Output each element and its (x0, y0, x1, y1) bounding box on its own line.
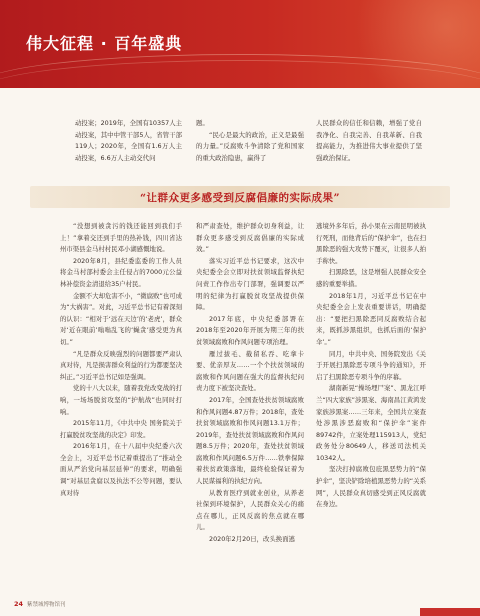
paragraph: “没想到被贪污的钱还能回到我们手上！”拿着交还到手里的热补钱，四川省达州市渠县金马村村民邓小湖感慨地说。 (60, 222, 182, 254)
paragraph: 2015年11月，《中共中央 国务院关于打赢脱贫攻坚战的决定》印发。 (60, 419, 182, 439)
journal-name: 紫禁城博物馆刊 (27, 602, 66, 608)
banner-title: 伟大征程 · 百年盛典 (26, 34, 183, 53)
paragraph: “民心是最大的政治，正义是最强的力量。”反腐败斗争清除了党和国家的重大政治隐患，赢得了 (196, 130, 304, 162)
paragraph: 2020年2月20日，改头换面逃 (209, 535, 295, 544)
paragraph: “凡是群众反映强烈的问题都要严肃认真对待，凡是损害群众利益的行为都要坚决纠正。”习近平总书记如是强调。 (60, 349, 182, 381)
paragraph: 从教育医疗到就业创业，从养老社保到环境保护，人民群众关心的痛点在哪儿，正风反腐的焦点就在哪儿。 (196, 488, 304, 532)
body-column-2 (196, 221, 304, 546)
page-banner (0, 0, 480, 88)
paragraph: 2018年1月，习近平总书记在中央纪委全会上发表重要讲话，明确提出：“要把扫黑除恶同反腐败结合起来，既抓涉黑组织，也抓后面的‘保护伞’。” (316, 291, 426, 346)
paragraph: 同月，中共中央、国务院发出《关于开展扫黑除恶专项斗争的通知》，开启了扫黑除恶专项斗争的序幕。 (316, 349, 426, 381)
paragraph: 和严肃查处，维护群众切身利益，让群众更多感受到反腐倡廉的实际成效。” (196, 222, 304, 254)
paragraph: 2017年，全国查处扶贫领域腐败和作风问题4.87万件；2018年，查处扶贫领域腐败和作风问题13.1万件；2019年，查处扶贫领域腐败和作风问题8.5万件；2020年，查处扶贫领域腐败和作风问题6.5万件……铁拳保障着扶贫政策落地，最终检验保证着为人民谋福利的执纪方向。 (196, 395, 304, 486)
top-column-3 (316, 118, 422, 164)
paragraph: 扫黑除恶，这是增强人民群众安全感的重要举措。 (316, 268, 426, 288)
paragraph: 动投案；2019年，全国有10357人主动投案，其中中管干部5人，省管干部119人；2020年，全国有1.6万人主动投案，6.6万人主动交代问 (75, 119, 182, 162)
paragraph: 金额不大却危害不小，“微腐败”也可成为“大祸害”。对此，习近平总书记有着深刻的认识：“相对于‘远在天边’的‘老虎’，群众对‘近在眼前’嗡嗡乱飞的‘蝇贪’感受更为真切。” (60, 291, 182, 346)
top-column-1 (75, 118, 182, 164)
paragraph: 雁过拔毛、截留私吞、吃拿卡要、优亲厚友……一个个扶贫领域的腐败和作风问题在强大的监督执纪问责力度下被坚决查处。 (196, 349, 304, 393)
paragraph: 题。 (196, 119, 209, 127)
paragraph: 2017年底，中央纪委部署在2018年至2020年开展为期三年的扶贫领域腐败和作风问题专项治理。 (196, 314, 304, 346)
corner-accent (420, 608, 480, 616)
paragraph: 落实习近平总书记要求，这次中央纪委全会立即对扶贫领域监督执纪问责工作作出专门部署，强调要以严明的纪律为打赢脱贫攻坚战提供保障。 (196, 256, 304, 312)
paragraph: 2020年8月，县纪委监委的工作人员将金马村部村委会主任侵占的7000元公益林补偿资金清退给35户村民。 (60, 256, 182, 288)
top-column-2 (196, 118, 304, 164)
paragraph: 逃境外多年后，孙小果在云南昆明被执行死刑，而他背后的“保护伞”，也在扫黑除恶的强大攻势下覆灭，让很多人拍手称快。 (316, 222, 426, 265)
paragraph: 2016年1月，在十八届中央纪委六次全会上，习近平总书记着重提出了“推动全面从严治党向基层延伸”的要求，明确强调“对基层贪腐以及执法不公等问题，要认真对待 (60, 442, 182, 497)
section-headline-text: “让群众更多感受到反腐倡廉的实际成果” (139, 191, 341, 204)
body-column-3 (316, 221, 426, 511)
section-headline (30, 186, 450, 208)
paragraph: 湖南新晃“操场埋尸案”、黑龙江呼兰“四大家族”涉黑案、海南昌江黄鸿发家族涉黑案……三年来，全国共立案查处涉黑涉恶腐败和“保护伞”案件89742件，立案处理115913人，党纪政务处分80649人，移送司法机关10342人。 (316, 384, 426, 462)
paragraph: 人民群众的信任和信赖，增强了党自我净化、自我完善、自我革新、自我提高能力，为推进伟大事业提供了坚强政治保证。 (316, 119, 422, 162)
paragraph: 党的十八大以来，随着我党改变战的打响，一场场脱贫攻坚的“护航战”也同时打响。 (60, 384, 182, 416)
paragraph: 坚决打掉腐败包庇黑恶势力的“保护伞”，坚决铲除培植黑恶势力的“关系网”，人民群众真切感受到正风反腐就在身边。 (316, 465, 426, 509)
body-column-1 (60, 221, 182, 499)
page-footer (14, 600, 66, 608)
page-number: 24 (14, 600, 24, 608)
